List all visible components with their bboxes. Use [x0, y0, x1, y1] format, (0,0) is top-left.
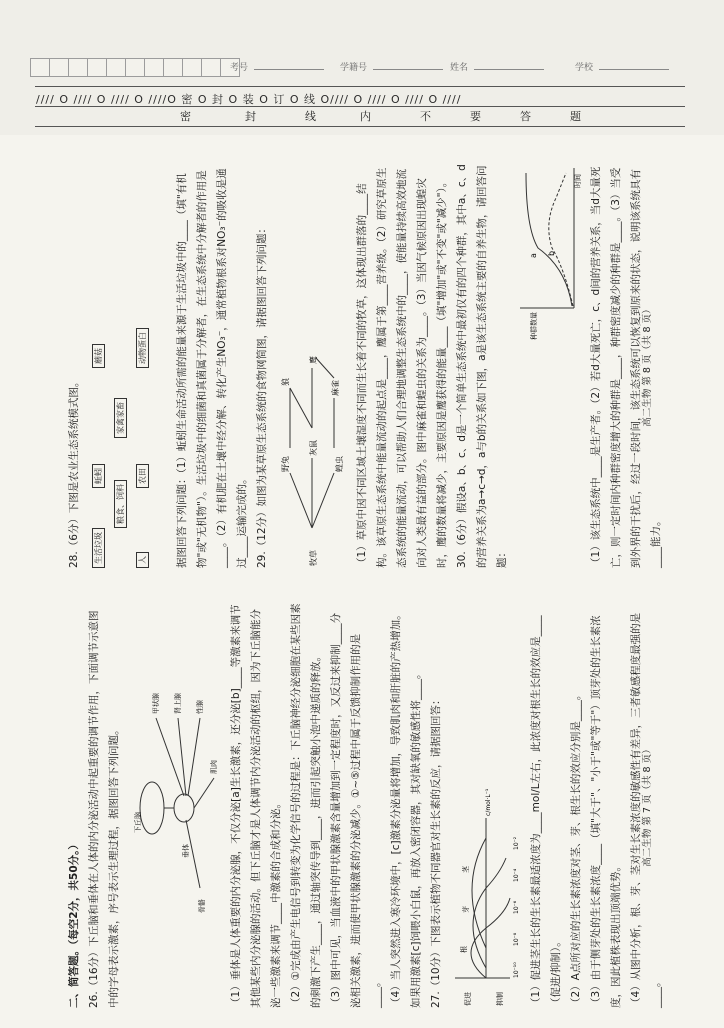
page-8-column: [64, 163, 664, 568]
fig26-label: 肾上腺: [174, 693, 182, 714]
fig30-label: a: [529, 253, 538, 258]
q26-diagram: [128, 603, 220, 1008]
binding-header: [0, 0, 724, 135]
q28-text: 据图回答下列问题：（1）蚯蚓生命活动所需的能量来源于生活垃圾中的____（填"有机物"或"无机物"）。生活垃圾中的细菌和真菌属于分解者，在生态系统中分解者的作用是____。（2）有机肥在土壤中经分解、转化产生NO₃⁻，通常植物根系对NO₃⁻的吸收是通过____运输完成的。: [176, 168, 248, 568]
fig29-label: 蝗虫: [335, 456, 344, 472]
q28-intro: 28.（6分）下图是农业生态系统模式图。: [68, 376, 80, 568]
fig28-box: 蚯蚓: [92, 464, 105, 488]
fig30-label: 种群数量: [530, 312, 538, 340]
fig27-unit: c/mol·L⁻¹: [485, 788, 492, 816]
fig28-box: 生活垃圾: [92, 528, 105, 568]
seal-word: 题: [570, 110, 581, 123]
fig26-label: 骨骼: [198, 899, 206, 913]
fig26-label: 甲状腺: [152, 693, 160, 714]
field-name: 姓名: [450, 60, 544, 73]
fig27-label: 抑制: [496, 992, 504, 1006]
q27-part4: （4）从图中分析，根、芽、茎对生长素浓度的敏感性有差异，三者敏感程度最强的是____。: [630, 612, 662, 1008]
fig27-label: 根: [460, 946, 468, 953]
mid-rule: [35, 106, 685, 107]
fig30-label: b: [547, 250, 556, 256]
rotated-page-body: [64, 148, 684, 1008]
q30-text: （1）该生态系统中____是生产者。（2）若d大量死亡，c、d间的营养关系，当d大量死亡，则一定时间内种群密度增大的种群是____，种群密度减少的种群是____。（3）当受到外界的干扰后，经过一段时间，该生态系统可以恢复到原来的状态，说明该系统具有____能力。: [590, 166, 662, 568]
fig27-xtick: 10⁻⁶: [513, 900, 520, 914]
q26-part4: （4）当人突然进入寒冷环境中，[c]激素分泌量将增加，导致肌肉和肝脏的产热增加。如果用激素[c]饲喂小白鼠，再放入密闭容器，其对缺氧的敏感性将____。: [390, 609, 422, 1008]
fig29-label: 麻雀: [331, 380, 340, 396]
fig26-label: 肌肉: [210, 760, 218, 774]
seal-word: 密: [180, 110, 191, 123]
section-title: 二、简答题。（每空2分，共50分。）: [68, 839, 80, 1008]
q26-figure: [128, 603, 220, 1008]
q28-figure: [88, 163, 166, 568]
fig26-label: 下丘脑: [134, 812, 142, 833]
fig28-box: 动物蛋白: [136, 328, 149, 368]
fig27-xtick: 10⁻⁸: [513, 932, 520, 946]
score-grid: [30, 58, 239, 77]
fig26-label: 垂体: [182, 844, 190, 858]
q27-figure: [450, 603, 520, 1008]
q29-text: （1）草原中因不同区域土壤湿度不同而生长着不同的牧草，这体现出群落的____结构。该草原生态系统中能量流动的起点是____，鹰属于第____营养级。（2）研究草原生态系统的能量流动，可以帮助人们合理地调整生态系统中的____，使能量持续高效地流向对人类最有益的部分。图中麻雀和蝗虫的关系为____。（3）当因气候原因出现蝗灾时，鹰的数量将减少，主要原因是鹰获得的能量____（填"增加"或"不变"或"减少"）。: [356, 167, 448, 568]
q26-intro: 26.（16分）下丘脑和垂体在人体的内分泌活动中起重要的调节作用，下面调节示意图中的字母表示激素，序号表示生理过程，据图回答下列问题。: [88, 610, 120, 1008]
fig29-label: 灰鼠: [309, 440, 318, 456]
field-student-id: 学籍号: [340, 60, 443, 73]
fig28-box: 蘑菇: [92, 344, 105, 368]
q26-part1: （1）垂体是人体重要的内分泌腺，不仅分泌[a]生长激素，还分泌[b]____等激素来调节其他某些内分泌腺的活动。但下丘脑才是人体调节内分泌活动的枢纽，因为下丘脑能分泌一些激素来调节____中激素的合成和分泌。: [230, 604, 282, 1008]
seal-word: 线: [305, 110, 316, 123]
fig27-xtick: 10⁻¹⁰: [513, 962, 520, 978]
fig29-label: 野兔: [281, 456, 290, 472]
seal-word: 封: [245, 110, 256, 123]
fig27-label: 茎: [462, 866, 470, 873]
q30-figure: [516, 163, 580, 568]
fig29-label: 牧草: [309, 550, 318, 566]
field-exam-number: 考号: [230, 60, 324, 73]
fig28-box: 农田: [136, 464, 149, 488]
page-8-footer: 高二生物 第 8 页（共 8 页）: [642, 304, 653, 427]
page-7-column: [64, 603, 664, 1008]
seal-word: 要: [470, 110, 481, 123]
fig28-box: 粮食、饲料: [114, 480, 127, 528]
fig27-xtick: 10⁻⁴: [513, 868, 520, 882]
field-school: 学校: [575, 60, 669, 73]
page-7-footer: 高二生物 第 7 页（共 8 页）: [642, 744, 653, 867]
q27-part1: （1）促进茎生长的生长素最适浓度为____mol/L左右，此浓度对根生长的效应是____（促进/抑制）。: [530, 615, 562, 1008]
seal-line: //// O //// O //// O ////O 密 O 封 O 装 O 订 O 线 O//// O //// O //// O ////: [36, 93, 462, 106]
fig27-label: 芽: [462, 906, 470, 913]
bottom-rule: [35, 126, 685, 127]
top-rule: [35, 86, 685, 87]
q27-part2: （2）A点所对应的生长素浓度对茎、芽、根生长的效应分别是____。: [570, 689, 582, 1008]
q29-intro: 29.（12分）如图为某草原生态系统的食物网简图，请据图回答下列问题：: [256, 222, 268, 568]
seal-words: [0, 108, 724, 124]
q30-graph: [516, 163, 580, 568]
q26-part2: （2）①完成由产生电信号到转变为化学信号的过程是：下丘脑神经分泌细胞在某些因素的刺激下产生____，通过轴突传导到____，进而引起突触小泡中递质的释放。: [290, 603, 322, 1008]
q27-part3: （3）由于侧芽处的生长素浓度____（填"大于"、"小于"或"等于"）顶芽处的生长素浓度，因此植株表现出顶端优势。: [590, 615, 622, 1008]
fig29-label: 鹰: [309, 356, 318, 364]
fig27-label: 促进: [464, 992, 472, 1006]
fig28-box: 家禽家畜: [114, 398, 127, 438]
q27-intro: 27.（10分）下图表示植物不同器官对生长素的反应，请据图回答：: [430, 694, 442, 1008]
q27-graph: [450, 603, 520, 1008]
fig26-label: 性腺: [196, 700, 204, 714]
seal-word: 内: [360, 110, 371, 123]
q29-food-web: [276, 163, 346, 568]
q30-intro: 30.（6分）假设a、b、c、d是一个简单生态系统中最初仅有的四个种群，其中a、c、d的营养关系为a→c→d，a与b的关系如下图，a是该生态系统主要的自养生物，请回答问题：: [456, 164, 508, 568]
seal-word: 不: [420, 110, 431, 123]
fig27-xtick: 10⁻²: [513, 836, 520, 850]
fig28-box: 人: [136, 552, 149, 568]
fig30-label: 时间: [574, 174, 582, 188]
q29-figure: [276, 163, 346, 568]
seal-word: 答: [520, 110, 531, 123]
q26-part3: （3）图中可见，当血液中的甲状腺激素含量增加到一定程度时，又反过来抑制____分泌相关激素，进而使甲状腺激素的分泌减少。①~⑤过程中属于反馈抑制作用的是____。: [330, 612, 382, 1008]
fig29-label: 狼: [281, 378, 290, 386]
